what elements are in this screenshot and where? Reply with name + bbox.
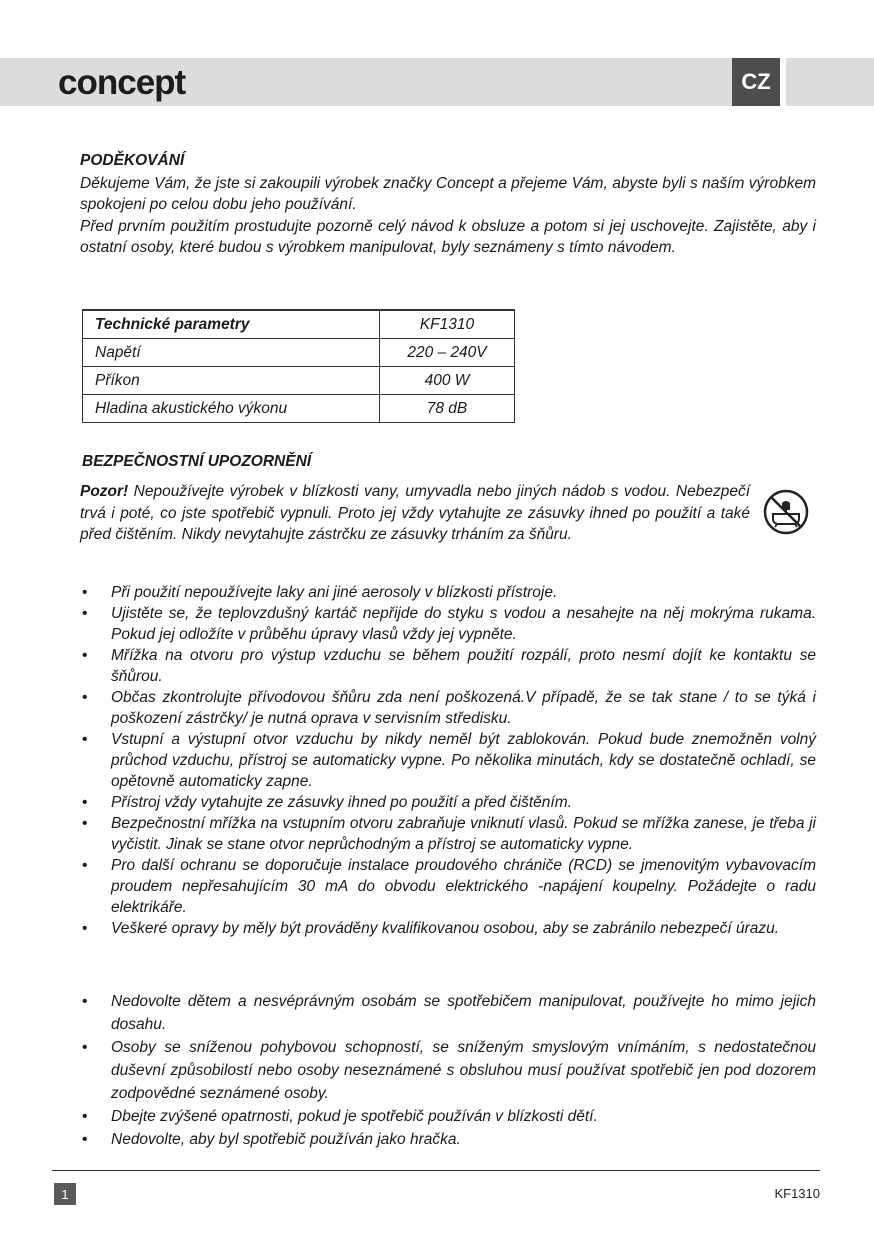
list-item bbox=[80, 687, 816, 729]
list-item-text: Osoby se sníženou pohybovou schopností, se sníženým smyslovým vnímáním, s nedostatečnou duševní způsobilostí nebo osoby neseznámené s obsluhou musí používat spotřebič jen pod dozorem zodpovědné seznámené osoby. bbox=[111, 1039, 816, 1102]
intro-section bbox=[80, 150, 816, 259]
list-item bbox=[80, 603, 816, 645]
bullet-icon: • bbox=[82, 857, 88, 874]
spec-label: Hladina akustického výkonu bbox=[83, 395, 380, 423]
list-item-text: Veškeré opravy by měly být prováděny kvalifikovanou osobou, aby se zabránilo nebezpečí úrazu. bbox=[111, 920, 780, 937]
brand-logo: concept bbox=[58, 63, 186, 102]
safety-heading: BEZPEČNOSTNÍ UPOZORNĚNÍ bbox=[82, 453, 312, 470]
list-item bbox=[80, 1105, 816, 1128]
spec-table bbox=[82, 309, 515, 423]
list-item-text: Vstupní a výstupní otvor vzduchu by nikdy neměl být zablokován. Pokud bude znemožněn volný průchod vzduchu, přístroj se automaticky vypne. Po několika minutách, kdy se dostatečně ochladí, se opětovně automaticky zapne. bbox=[111, 731, 816, 790]
spec-value: KF1310 bbox=[380, 310, 515, 339]
bullet-icon: • bbox=[82, 605, 88, 622]
page-number: 1 bbox=[54, 1183, 76, 1205]
language-tab: CZ bbox=[732, 58, 780, 106]
spec-label: Příkon bbox=[83, 367, 380, 395]
spec-row bbox=[83, 367, 515, 395]
footer-model: KF1310 bbox=[774, 1186, 820, 1201]
warning-lead: Pozor! bbox=[80, 483, 129, 500]
bullet-icon: • bbox=[82, 584, 88, 601]
list-item-text: Dbejte zvýšené opatrnosti, pokud je spotřebič používán v blízkosti dětí. bbox=[111, 1108, 598, 1125]
spec-label: Napětí bbox=[83, 339, 380, 367]
spec-value: 78 dB bbox=[380, 395, 515, 423]
spec-label: Technické parametry bbox=[83, 310, 380, 339]
bullet-icon: • bbox=[82, 993, 88, 1010]
list-item bbox=[80, 855, 816, 918]
list-item bbox=[80, 918, 816, 939]
spec-row bbox=[83, 339, 515, 367]
list-item-text: Bezpečnostní mřížka na vstupním otvoru zabraňuje vniknutí vlasů. Pokud se mřížka zanese, je třeba ji vyčistit. Jinak se stane otvor neprůchodným a přístroj se automaticky vypne. bbox=[111, 815, 816, 853]
list-item bbox=[80, 582, 816, 603]
safety-list-people bbox=[80, 990, 816, 1151]
bullet-icon: • bbox=[82, 1108, 88, 1125]
spec-value: 400 W bbox=[380, 367, 515, 395]
spec-value: 220 – 240V bbox=[380, 339, 515, 367]
list-item bbox=[80, 792, 816, 813]
list-item-text: Při použití nepoužívejte laky ani jiné aerosoly v blízkosti přístroje. bbox=[111, 584, 558, 601]
bullet-icon: • bbox=[82, 1131, 88, 1148]
bullet-icon: • bbox=[82, 920, 88, 937]
warning-text: Nepoužívejte výrobek v blízkosti vany, umyvadla nebo jiných nádob s vodou. Nebezpečí trvá i poté, co jste spotřebič vypnuli. Proto jej vždy vytahujte ze zásuvky ihned po použití a také před čištěním. Nikdy nevytahujte zástrčku ze zásuvky trháním za šňůru. bbox=[80, 483, 750, 543]
safety-list bbox=[80, 582, 816, 939]
list-item-text: Občas zkontrolujte přívodovou šňůru zda není poškozená.V případě, že se tak stane / to se týká i poškození zástrčky/ je nutná oprava v servisním středisku. bbox=[111, 689, 816, 727]
bullet-icon: • bbox=[82, 794, 88, 811]
list-item-text: Nedovolte dětem a nesvéprávným osobám se spotřebičem manipulovat, používejte ho mimo jejich dosahu. bbox=[111, 993, 816, 1033]
no-bath-icon bbox=[762, 488, 810, 536]
intro-paragraph-1: Děkujeme Vám, že jste si zakoupili výrobek značky Concept a přejeme Vám, abyste byli s naším výrobkem spokojeni po celou dobu jeho používání. bbox=[80, 174, 816, 213]
list-item bbox=[80, 645, 816, 687]
bullet-icon: • bbox=[82, 689, 88, 706]
list-item-text: Nedovolte, aby byl spotřebič používán jako hračka. bbox=[111, 1131, 461, 1148]
list-item-text: Ujistěte se, že teplovzdušný kartáč nepřijde do styku s vodou a nesahejte na něj mokrýma rukama. Pokud jej odložíte v průběhu úpravy vlasů vždy jej vypněte. bbox=[111, 605, 816, 643]
spec-row bbox=[83, 395, 515, 423]
footer-divider bbox=[52, 1170, 820, 1171]
header-divider bbox=[780, 58, 786, 106]
bullet-icon: • bbox=[82, 731, 88, 748]
bullet-icon: • bbox=[82, 815, 88, 832]
intro-heading: PODĚKOVÁNÍ bbox=[80, 152, 185, 169]
bullet-icon: • bbox=[82, 1039, 88, 1056]
bullet-icon: • bbox=[82, 647, 88, 664]
list-item bbox=[80, 990, 816, 1036]
spec-row bbox=[83, 310, 515, 339]
intro-paragraph-2: Před prvním použitím prostudujte pozorně celý návod k obsluze a potom si jej uschovejte. Zajistěte, aby i ostatní osoby, které budou s výrobkem manipulovat, byly seznámeny s tímto návodem. bbox=[80, 217, 816, 256]
list-item bbox=[80, 729, 816, 792]
warning-paragraph bbox=[80, 481, 750, 546]
list-item bbox=[80, 1128, 816, 1151]
list-item bbox=[80, 813, 816, 855]
list-item-text: Přístroj vždy vytahujte ze zásuvky ihned po použití a před čištěním. bbox=[111, 794, 572, 811]
list-item-text: Pro další ochranu se doporučuje instalace proudového chrániče (RCD) se jmenovitým vybavovacím proudem nepřesahujícím 30 mA do obvodu elektrického -napájení koupelny. Požádejte o radu elektrikáře. bbox=[111, 857, 816, 916]
list-item bbox=[80, 1036, 816, 1105]
list-item-text: Mřížka na otvoru pro výstup vzduchu se během použití rozpálí, proto nesmí dojít ke kontaktu se šňůrou. bbox=[111, 647, 816, 685]
